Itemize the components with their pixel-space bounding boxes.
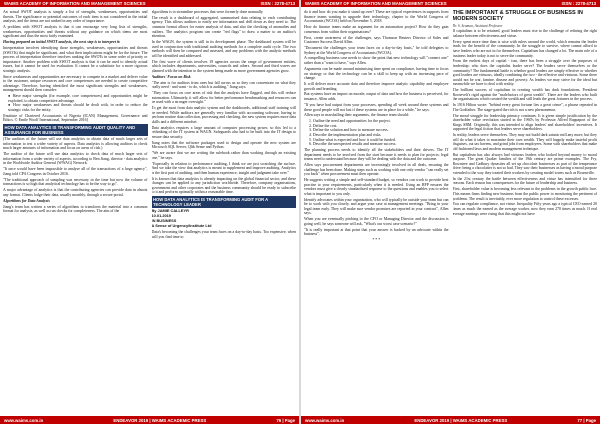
left-page-body [3,10,296,413]
paragraph: First, create awareness of the challenges, says Thomson Reuters Director of Sales and Customer Success David Allen. [304,35,449,45]
right-column-2 [453,10,598,413]
header-title: WAIMS ACADEMY OF INFORMATION AND MANAGEMENT SCIENCES [4,1,146,6]
paragraph: do it and how do you make it stand up over? These are typical experiences in supports from finance teams wanting to upgrade their technology, chapter to the World Congress of Accountants (WCOA) held on November 5, 2018. [304,10,449,24]
paragraph: From the earliest days of capital - ism, there has been a struggle over the purposes of leadership: who does the capitalist leader serve? The leaders serve themselves or the community? The fundamental battle is whether good leaders are simply effective or whether good leaders are virtuous, ideally combining the two - the effective and virtuous. Some there would not be war, famine, disease and poverty. As leaders we may strive for the ideal but meanwhile we have to deal with reality. [452,59,597,87]
paragraph: Jiang's team has written a series of algorithms to transform the material into a common format for analysis, as well as run checks for completeness. The aim of the [3,204,148,214]
paragraph: An actual SWOT analysis is simply a list of strengths, weaknesses, opportunities and threats. The significance or potential outcomes of each item is not considered in the initial analysis, and the items are not ranked in any order of importance. [3,10,148,24]
affiliation-note: [Institute of Chartered Accountants of Nigeria (ICAN) Management, Governance and Ethics. © Emile Woolf International, September 2016] [3,113,148,123]
byline: By JAMIE CALLEYR 10.01.2019 IN BUSINESS A Sense of Urgency/Institute Ltd [151,208,212,228]
paragraph: In reality, leaders serve themselves. They may not build dark satanic mill any more, but they will do what it takes to maximise their own wealth. They will happily make tasteful profit disguises, cut tax havens, and grind jobs from employees. Some with shareholders that make old fashioned laws and modern management technique. [452,133,597,151]
paragraph: The planning process needs to identify all the stakeholders and their drivers. The IT department needs to be involved from the start because it needs to plan for projects; legal teams need to understand because they will be dealing with the data and the outcome. [304,148,449,162]
paragraph: A problem with SWOT analysis is that it can encourage very long lists of strengths, weaknesses, opportunities and threats without any guidance on which items are most significant and thus the most fairly examined. [3,25,148,39]
list-item: 5. Outline what is expected and how it could be funded. [309,137,396,142]
paragraph: How do finance teams make an argument for an automation project? How do they gain consensus from within their organisations? [304,25,449,34]
left-page [0,0,299,424]
paragraph: "The aim is for auditors from ones but fall across us so they can concentrate on what they really need - and want - to do, which is auditing," Jiang says. [151,80,296,90]
paragraph-lead: Having prepared an initial SWOT analysis, the next step is to interpret it: [3,40,121,45]
paragraph: The auditor of the future will use data analytics to check data of much larger sets of information from a wider variety of aspects, according to Ben Jiang, director - data analytics in the Worldwide Auditor General (WWAG) Network. [3,152,148,166]
paragraph: Every spent more time than is wise with rulers around the world, which remains the leader leads for the benefit of the community. In the struggle to survive, where cannot afford to have leaders who are not in for themselves. Capitalism has changed a lot. The main role of a business leader today is not to serve the community. [452,39,597,58]
paragraph: First, shareholder value is becoming less relevant to the problems in the growth public face. This means firms finding new business from the public power to monitoring the pertinent of problems. The result is inevitably, ever more regulation to control these excesses. [452,187,597,201]
paragraph: When you are eventually pitching to the CFO or Managing Director and the discussion is going well, he says someone will ask, "What's our worst case scenario?" [304,217,449,226]
paragraph: (The auditors of the future will use data analytics to obtain data of much larger sets of information to test a wider variety of aspects. Data analytics is allowing auditors to check much larger amounts of information and focus on areas of risk.) [3,137,148,151]
paragraph: Allen says procurement departments are increasingly involved in all deals, ensuring the challenge has been done. Making steps such as working with one only vendor "can really set you back" when procurement must then operate. [304,163,449,177]
paragraph: Jiang notes that the software packages used to design and operate the new system are Microsoft SQL Server, Qlik Sense and Python. [151,140,296,150]
right-page-body [304,10,597,413]
list-item: ● How major weaknesses and threats should be dealt with, in order to reduce the strategic risks for the entity. [8,103,148,112]
paragraph: Arguments can be made around minimising time spent on compliance, having time to focus on strategy or that the technology can be a skill to keep up with an increasing pace of change. [304,66,449,81]
article-title: THE IMPORTANT & STRUGGLE OF BUSINESS IN MODERN SOCIETY [452,10,583,23]
page-header [301,0,600,7]
paragraph: In the 21st century the battle between effectiveness and virtue has intensified for three reasons. Each reason has consequences for the future of leadership and business. [452,176,597,186]
paragraph: "If you have bad output from your processes, spending all week around these systems and these good people will not last if these systems are in place for a while," he says. [304,102,449,112]
subheading: Algorithms for Data Analysis [3,198,50,203]
paragraph: You can regulate compliance, not virtue. Inequality Fifty years ago a typical CEO earned 20 times as much the earned as the average worker, now they earn 270 times as much. If real average earnings were rising that this might not have [452,202,597,216]
page-footer [301,416,600,424]
paragraph: Data's becoming the challenges your team faces on a day-to-day basis. Too expensive, when will you find time to [151,230,296,239]
left-column-2 [152,10,297,413]
paragraph: "Especially in relation to performance auditing, I think we are just scratching the surface. And we take the view that analytics is meant to supplement and improve auditing. Analytics is the first part of auditing, and then human experience, insight and judgment take over." [151,161,296,175]
footer-journal: ENDEAVOR 2019 | WAIMS ACADEMIC PRESS [414,417,508,423]
end-marker: * * * [372,238,381,243]
section-heading: HOW DATA ANALYTICS IS TRANSFORMING AUDIT FOR A TECHNOLOGY LEADER [152,196,297,207]
paragraph: Allen says in marshalling their arguments, the finance team should: [304,113,409,118]
list-item: 3. Define the solution and how to measure success. [309,128,389,133]
paragraph: "They can focus on core areas of risk that the analysis have flagged, and this will reduce automation. Ultimately, it will allow for better performance benchmarking and resources can be used with a stronger oversight." [151,91,296,105]
paragraph: Identify advocates within your organisation, who will typically be outside your team but can be to work with you closely, and argue your case at management meetings. "Bring in your legal team early. They will make sure vendor promises are reported in your contract", Allen says. [304,197,449,216]
paragraph: algorithms is to streamline processes that were formerly done manually. [151,10,264,14]
page-header [0,0,299,7]
paragraph: "The traditional approach of sampling was necessary in the time but now the volume of transactions is so high that analytical technology has to be the way to go". [3,177,148,187]
paragraph: The brilliant success of capitalism in creating wealth has dark foundations. President Roosevelt's rigid against the "malefactors of great wealth". There are the leaders who built the organisations which created the wealth and still leads the great fortunes in the process. [452,88,597,102]
paragraph: "Document the challenges your team faces on a day-to-day basis," he told delegates to Sydney at the World Congress of Accountants (WCOA). [304,46,449,55]
section-heading: HOW DATA ANALYTICS IS TRANSFORMING AUDIT QUALITY AND ASSURANCE FOR BUSINESS [3,124,148,135]
paragraph: "It once would have been impossible to analyse all of the transactions of a large agency", Jiang told CPA Congress in October 2016. [3,167,148,176]
subheading: Auditors' Focus on Risk [151,74,191,79]
paragraph: Data analytics requires a large amount of computer processing power, so this led to a rethinking of the IT system at WAGN. Safeguards also had to be built into the IT design to ensure data security. [151,125,296,139]
paragraph: The first wave of clients involves 19 agencies across the range of government entities, which includes departments, universities, councils and others. Second and third waves are planned with the intention to the system being made as more government agencies grow. [151,59,296,73]
left-column-1 [3,10,148,413]
list-item: 6. Describe the unexpected results and measure success. [309,142,397,147]
paragraph: Since weaknesses and opportunities are necessary to compete in a market and deliver value to the customer, unique resources and core competences are needed to create competitive advantage. Therefore, having identified the most significant strengths and weaknesses, management should then consider: [3,74,148,93]
right-page [301,0,600,424]
list-item: 4. Describe the implementation plan and risks. [309,133,382,138]
article-author: Dr. S. Seaman, Assistant Professor [452,23,503,28]
paragraph: But capitalism has also always had virtuous leaders who looked beyond money to moral purpose. The great Quaker families of the 19th century are prime examples. The Fry, Rowntree and Cadbury dynasties all set up chocolate businesses as part of the temperance drive: being a chocolatier is not so bad. They saw their businesses as having a moral purpose extended to the way they treated their workers by creating model towns such as Bournville. [452,152,597,175]
footer-page-number: 76 | Page [276,417,295,423]
header-title: WAIMS ACADEMY OF INFORMATION AND MANAGEMENT SCIENCES [305,1,447,6]
paragraph: "It is really important at that point that your answer is backed by an advocate within the business". [304,227,449,237]
list-item: 1. Outline the need and opportunities for the project. [309,119,391,124]
paragraph: "We are aware that we are writing the rulebook rather than working through an existing one," he says. [151,151,296,160]
paragraph: In the WAGN, the system is still in its development phase. The dashboard system will be used in conjunction with traditional auditing methods for a complete audit cycle. The two methods will then be compared and assessed, and any problems with the analytic methods will be identified and addressed. [151,40,296,58]
list-item: ● Have major strengths (for example, core competences) and opportunities might be exploited, to obtain competitive advantage. [8,94,148,103]
paragraph: He suggests writing a simple and self-standard budget, so vendors can work to provide best practise to your requirements, particularly when it is needed. Using an RFP ensures the vendors must give a clearly standardised response to the questions and enables you to select what is important to you only. [304,178,449,196]
paragraph: A compelling business case needs to show the point that new technology will "connect one" rather than a "want to have," says Allen. [304,56,449,66]
footer-journal: ENDEAVOR 2019 | WAIMS ACADEMIC PRESS [113,417,207,423]
paragraph: But systems have an impact on morale, output of data and how the business is perceived, for instance, Allen adds. [304,92,449,102]
paragraph: It is known that data analytics is already impacting on the global financial sector, and these changes can be applied to any jurisdiction worldwide. Therefore, company organisations, government and other corporates and the business community should be ready to subscribe to it and perform optimally within a reasonable time. [151,176,296,195]
paragraph: The result is a dashboard of aggregated, summarised data relating to each contributing agency. This allows auditors to easily see information and drill down as they need to. The common format allows for easier analysis of data, and also the checking of anomalies and outliers. The analytics program can create "red flags" to draw a matter to an auditor's attention. [151,15,296,39]
paragraph: In 1916 Hilton wrote: "behind every great fortune lies a great crime", a phrase repeated in The Godfather. The stage-gated the rich is not a new phenomenon. [452,103,597,112]
paragraph: If capitalism is to be retained, good leaders must rise to the challenge of refining the right balance between effectiveness and virtue. [452,29,597,38]
paragraph: It will deliver more accurate data and therefore improve analytic capability and employee growth and branding. [304,82,449,91]
header-issn: ISSN : 2278-4713 [561,1,596,6]
footer-website: www.waims.com.in [4,417,44,423]
paragraph: To get the most from data analytic system and the dashboards, additional staff training will be needed. While auditors are generally very familiar with accounting software, having to perform routine data collection, processing and checking, the new system requires more data skills and a different mindset. [151,106,296,124]
paragraph: A major advantage of analytics is that the contributing agencies can provide data in almost any format. Clients lodge their data, usually monthly, through a secure portal. [3,188,148,197]
right-column-1 [304,10,449,413]
list-item: 2. Define the cost. [309,123,338,128]
bullet-list [3,94,148,112]
paragraph: Interpretation involves identifying those strengths, weaknesses, opportunities and threats (SWOTs) that might be significant, and what their implications might be for the future. The process of interpretation therefore involves ranking the SWOTs in some order of priority or importance. Another problem with SWOT analysis is that it can be used to identify actual issues, but it cannot be used for evaluation. It cannot be a substitute for a more rigorous strategic analysis. [3,46,148,73]
footer-page-number: 77 | Page [577,417,596,423]
footer-website: www.waims.com.in [305,417,345,423]
header-issn: ISSN : 2278-4713 [260,1,295,6]
numbered-list [304,119,449,146]
paragraph: The moral struggle for leadership primacy continues. It is given simple justification by the shareholder value revolution started in the 1960's by Professor Alfred Rappaport of the Kings SBM. Originally, this was intended to align leaders' and shareholders' incentives. It supported the legal fiction that leaders serve shareholders. [452,113,597,132]
page-footer [0,416,299,424]
